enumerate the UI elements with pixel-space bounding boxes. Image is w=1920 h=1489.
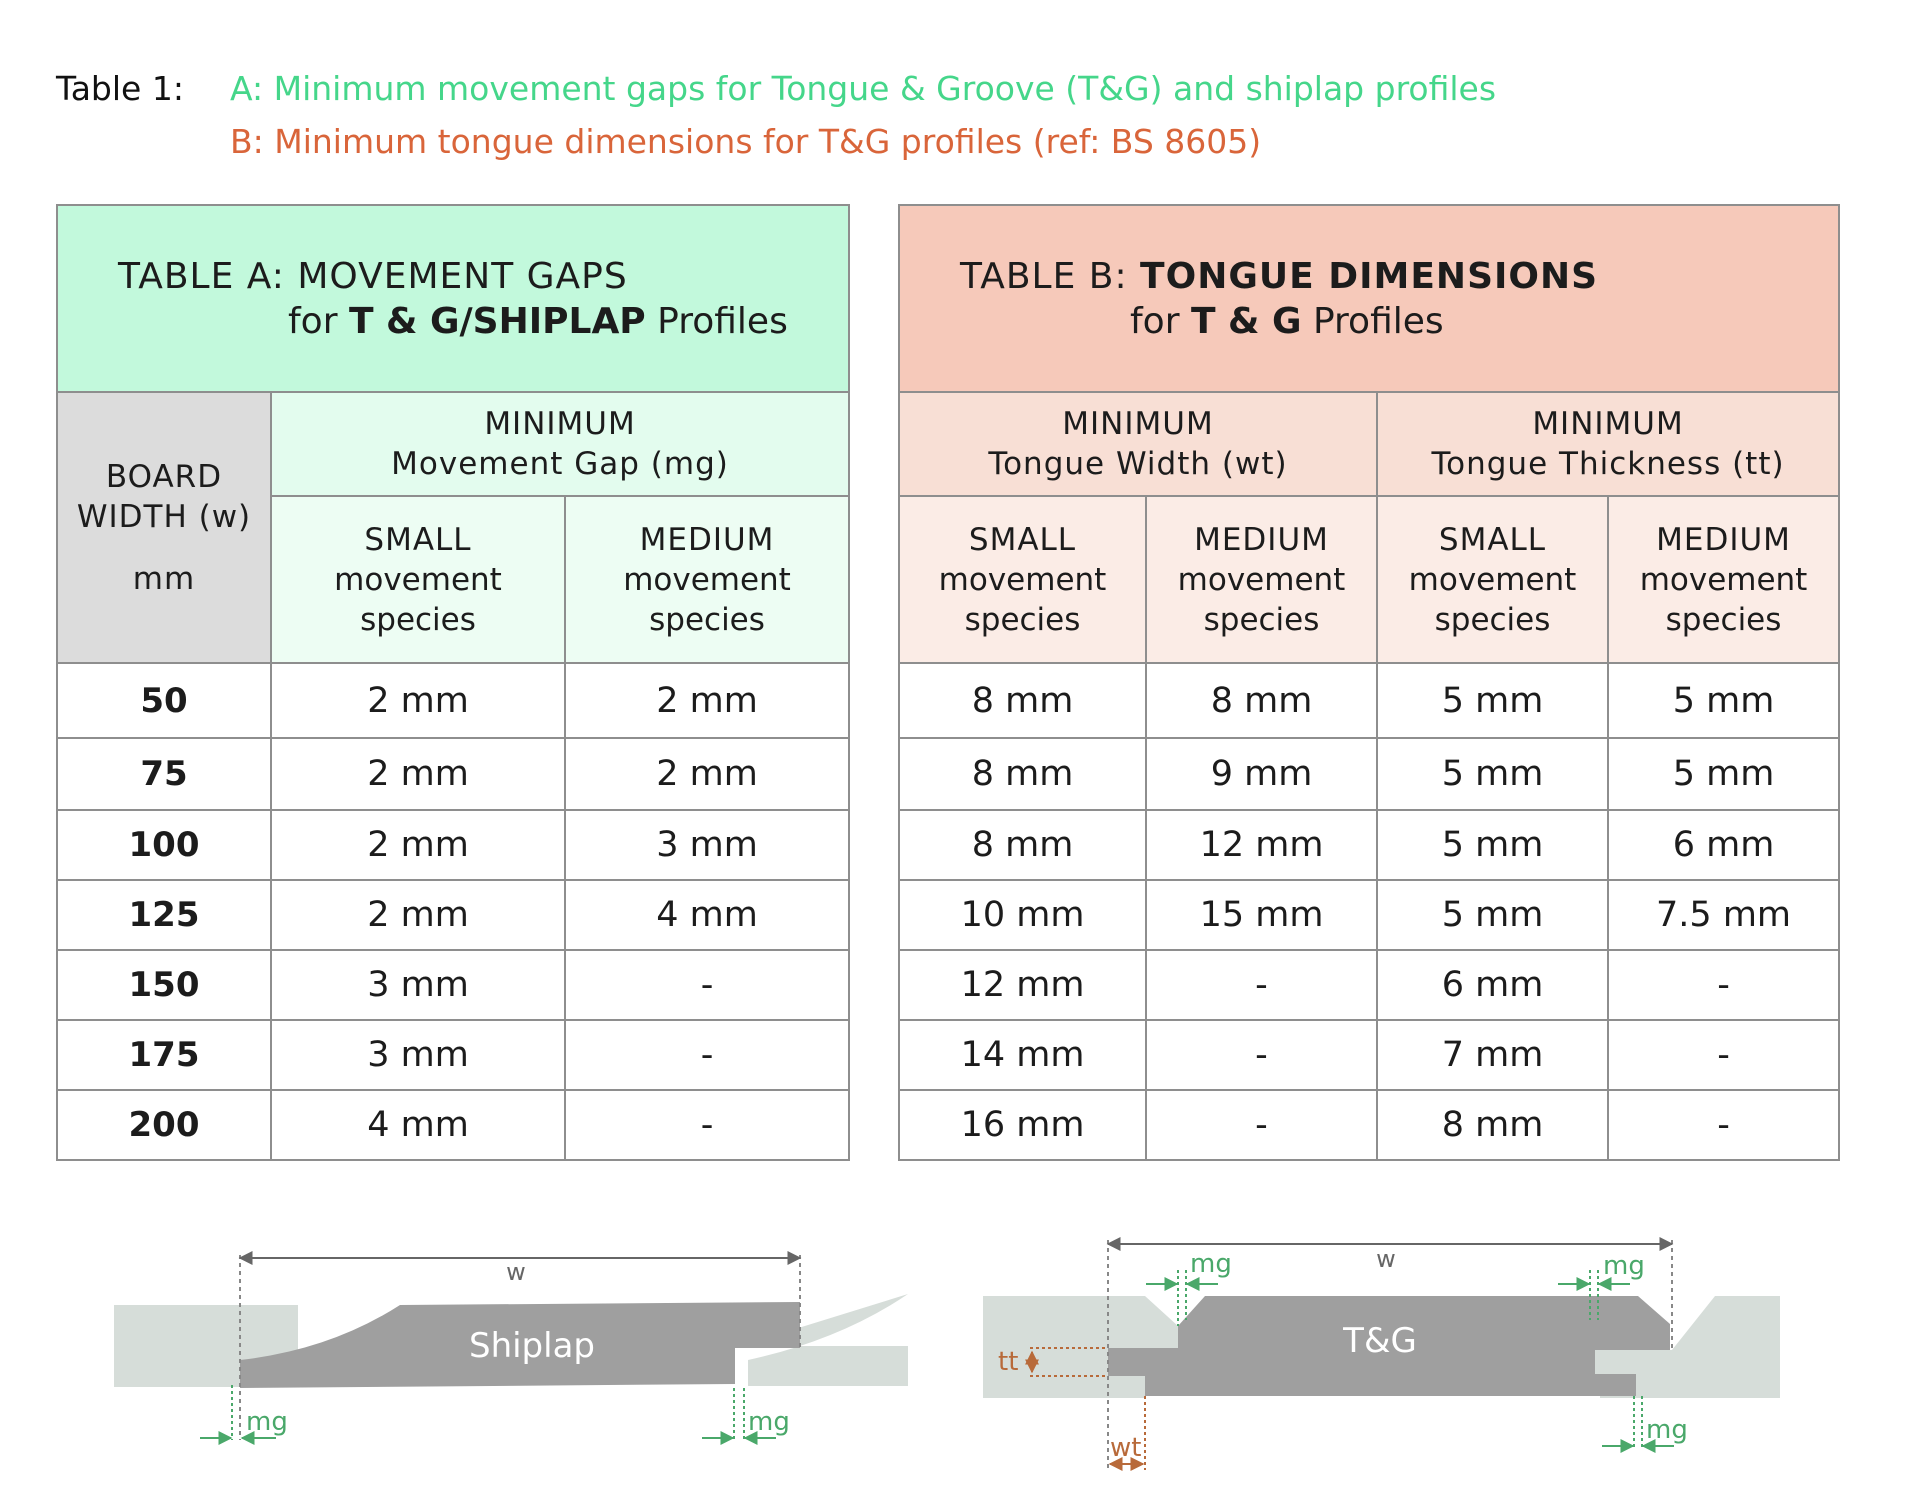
table-row [57,663,849,738]
gap-medium-cell: 4 mm [565,880,849,950]
tg-w-label: w [1376,1245,1396,1273]
gap-small-cell: 3 mm [271,950,565,1020]
tongue-width-medium-cell: - [1146,950,1377,1020]
table-b-title: TABLE B: TONGUE DIMENSIONS for T & G Profiles [899,205,1839,392]
tongue-width-medium-cell: - [1146,1090,1377,1160]
tongue-thickness-medium-cell: 6 mm [1608,810,1839,880]
tongue-thickness-small-cell: 6 mm [1377,950,1608,1020]
table-a-movement-gaps [56,204,850,1161]
tongue-thickness-small-cell: 5 mm [1377,810,1608,880]
table-row [57,738,849,810]
gap-small-cell: 4 mm [271,1090,565,1160]
caption-label: Table 1: [56,69,184,108]
table-row [57,880,849,950]
board-width-cell: 100 [57,810,271,880]
tongue-width-small-cell: 12 mm [899,950,1146,1020]
shiplap-w-label: w [506,1258,526,1286]
shiplap-mg-right: mg [748,1407,790,1437]
tongue-width-small-cell: 14 mm [899,1020,1146,1090]
table-row [899,1020,1839,1090]
tongue-thickness-medium-cell: - [1608,1090,1839,1160]
caption-line-b: B: Minimum tongue dimensions for T&G profiles (ref: BS 8605) [230,122,1262,161]
tongue-width-small-cell: 16 mm [899,1090,1146,1160]
gap-medium-cell: - [565,950,849,1020]
board-width-header: BOARD WIDTH (w) mm [57,392,271,663]
table-row [899,663,1839,738]
tongue-width-medium-cell: - [1146,1020,1377,1090]
tongue-width-small-cell: 8 mm [899,663,1146,738]
gap-small-cell: 2 mm [271,738,565,810]
tongue-width-small-cell: 8 mm [899,810,1146,880]
table-row [57,810,849,880]
col-header-wt-medium: MEDIUM movement species [1146,496,1377,663]
tg-label: T&G [1343,1321,1417,1361]
shiplap-diagram [114,1255,908,1440]
table-row [899,738,1839,810]
tongue-thickness-medium-cell: 5 mm [1608,738,1839,810]
tg-wt-label: wt [1110,1433,1142,1463]
table-row [899,810,1839,880]
gap-small-cell: 2 mm [271,880,565,950]
tongue-width-medium-cell: 15 mm [1146,880,1377,950]
board-width-cell: 125 [57,880,271,950]
board-width-cell: 75 [57,738,271,810]
tongue-thickness-small-cell: 5 mm [1377,880,1608,950]
gap-medium-cell: - [565,1090,849,1160]
tongue-width-medium-cell: 9 mm [1146,738,1377,810]
gap-medium-cell: 2 mm [565,738,849,810]
gap-small-cell: 2 mm [271,663,565,738]
table-row [57,1090,849,1160]
tongue-thickness-group-header: MINIMUM Tongue Thickness (tt) [1377,392,1839,496]
tongue-width-small-cell: 8 mm [899,738,1146,810]
tg-tt-label: tt [998,1347,1019,1377]
table-b-tongue-dimensions [898,204,1840,1161]
table-row [899,950,1839,1020]
board-width-cell: 50 [57,663,271,738]
tg-diagram [983,1240,1780,1470]
profile-diagrams [0,1200,1920,1489]
tongue-thickness-small-cell: 5 mm [1377,663,1608,738]
board-width-cell: 150 [57,950,271,1020]
gap-small-cell: 2 mm [271,810,565,880]
col-header-wt-small: SMALL movement species [899,496,1146,663]
table-row [899,880,1839,950]
tongue-thickness-small-cell: 7 mm [1377,1020,1608,1090]
col-header-small-movement: SMALL movement species [271,496,565,663]
movement-gap-group-header: MINIMUM Movement Gap (mg) [271,392,849,496]
shiplap-mg-left: mg [246,1407,288,1437]
gap-medium-cell: 2 mm [565,663,849,738]
tongue-thickness-small-cell: 5 mm [1377,738,1608,810]
tg-mg-top-left: mg [1190,1249,1232,1279]
tongue-thickness-small-cell: 8 mm [1377,1090,1608,1160]
tongue-width-small-cell: 10 mm [899,880,1146,950]
tongue-thickness-medium-cell: 5 mm [1608,663,1839,738]
tongue-width-group-header: MINIMUM Tongue Width (wt) [899,392,1377,496]
table-a-title: TABLE A: MOVEMENT GAPS for T & G/SHIPLAP Profiles [57,205,849,392]
tg-mg-bottom: mg [1646,1415,1688,1445]
col-header-tt-medium: MEDIUM movement species [1608,496,1839,663]
col-header-medium-movement: MEDIUM movement species [565,496,849,663]
gap-small-cell: 3 mm [271,1020,565,1090]
tongue-thickness-medium-cell: - [1608,1020,1839,1090]
caption-line-a: A: Minimum movement gaps for Tongue & Groove (T&G) and shiplap profiles [230,69,1497,108]
gap-medium-cell: - [565,1020,849,1090]
tongue-width-medium-cell: 12 mm [1146,810,1377,880]
table-row [57,950,849,1020]
shiplap-label: Shiplap [468,1326,596,1366]
tongue-thickness-medium-cell: - [1608,950,1839,1020]
tongue-thickness-medium-cell: 7.5 mm [1608,880,1839,950]
tg-mg-top-right: mg [1603,1251,1645,1281]
table-row [899,1090,1839,1160]
table-row [57,1020,849,1090]
tongue-width-medium-cell: 8 mm [1146,663,1377,738]
board-width-cell: 175 [57,1020,271,1090]
col-header-tt-small: SMALL movement species [1377,496,1608,663]
board-width-cell: 200 [57,1090,271,1160]
gap-medium-cell: 3 mm [565,810,849,880]
